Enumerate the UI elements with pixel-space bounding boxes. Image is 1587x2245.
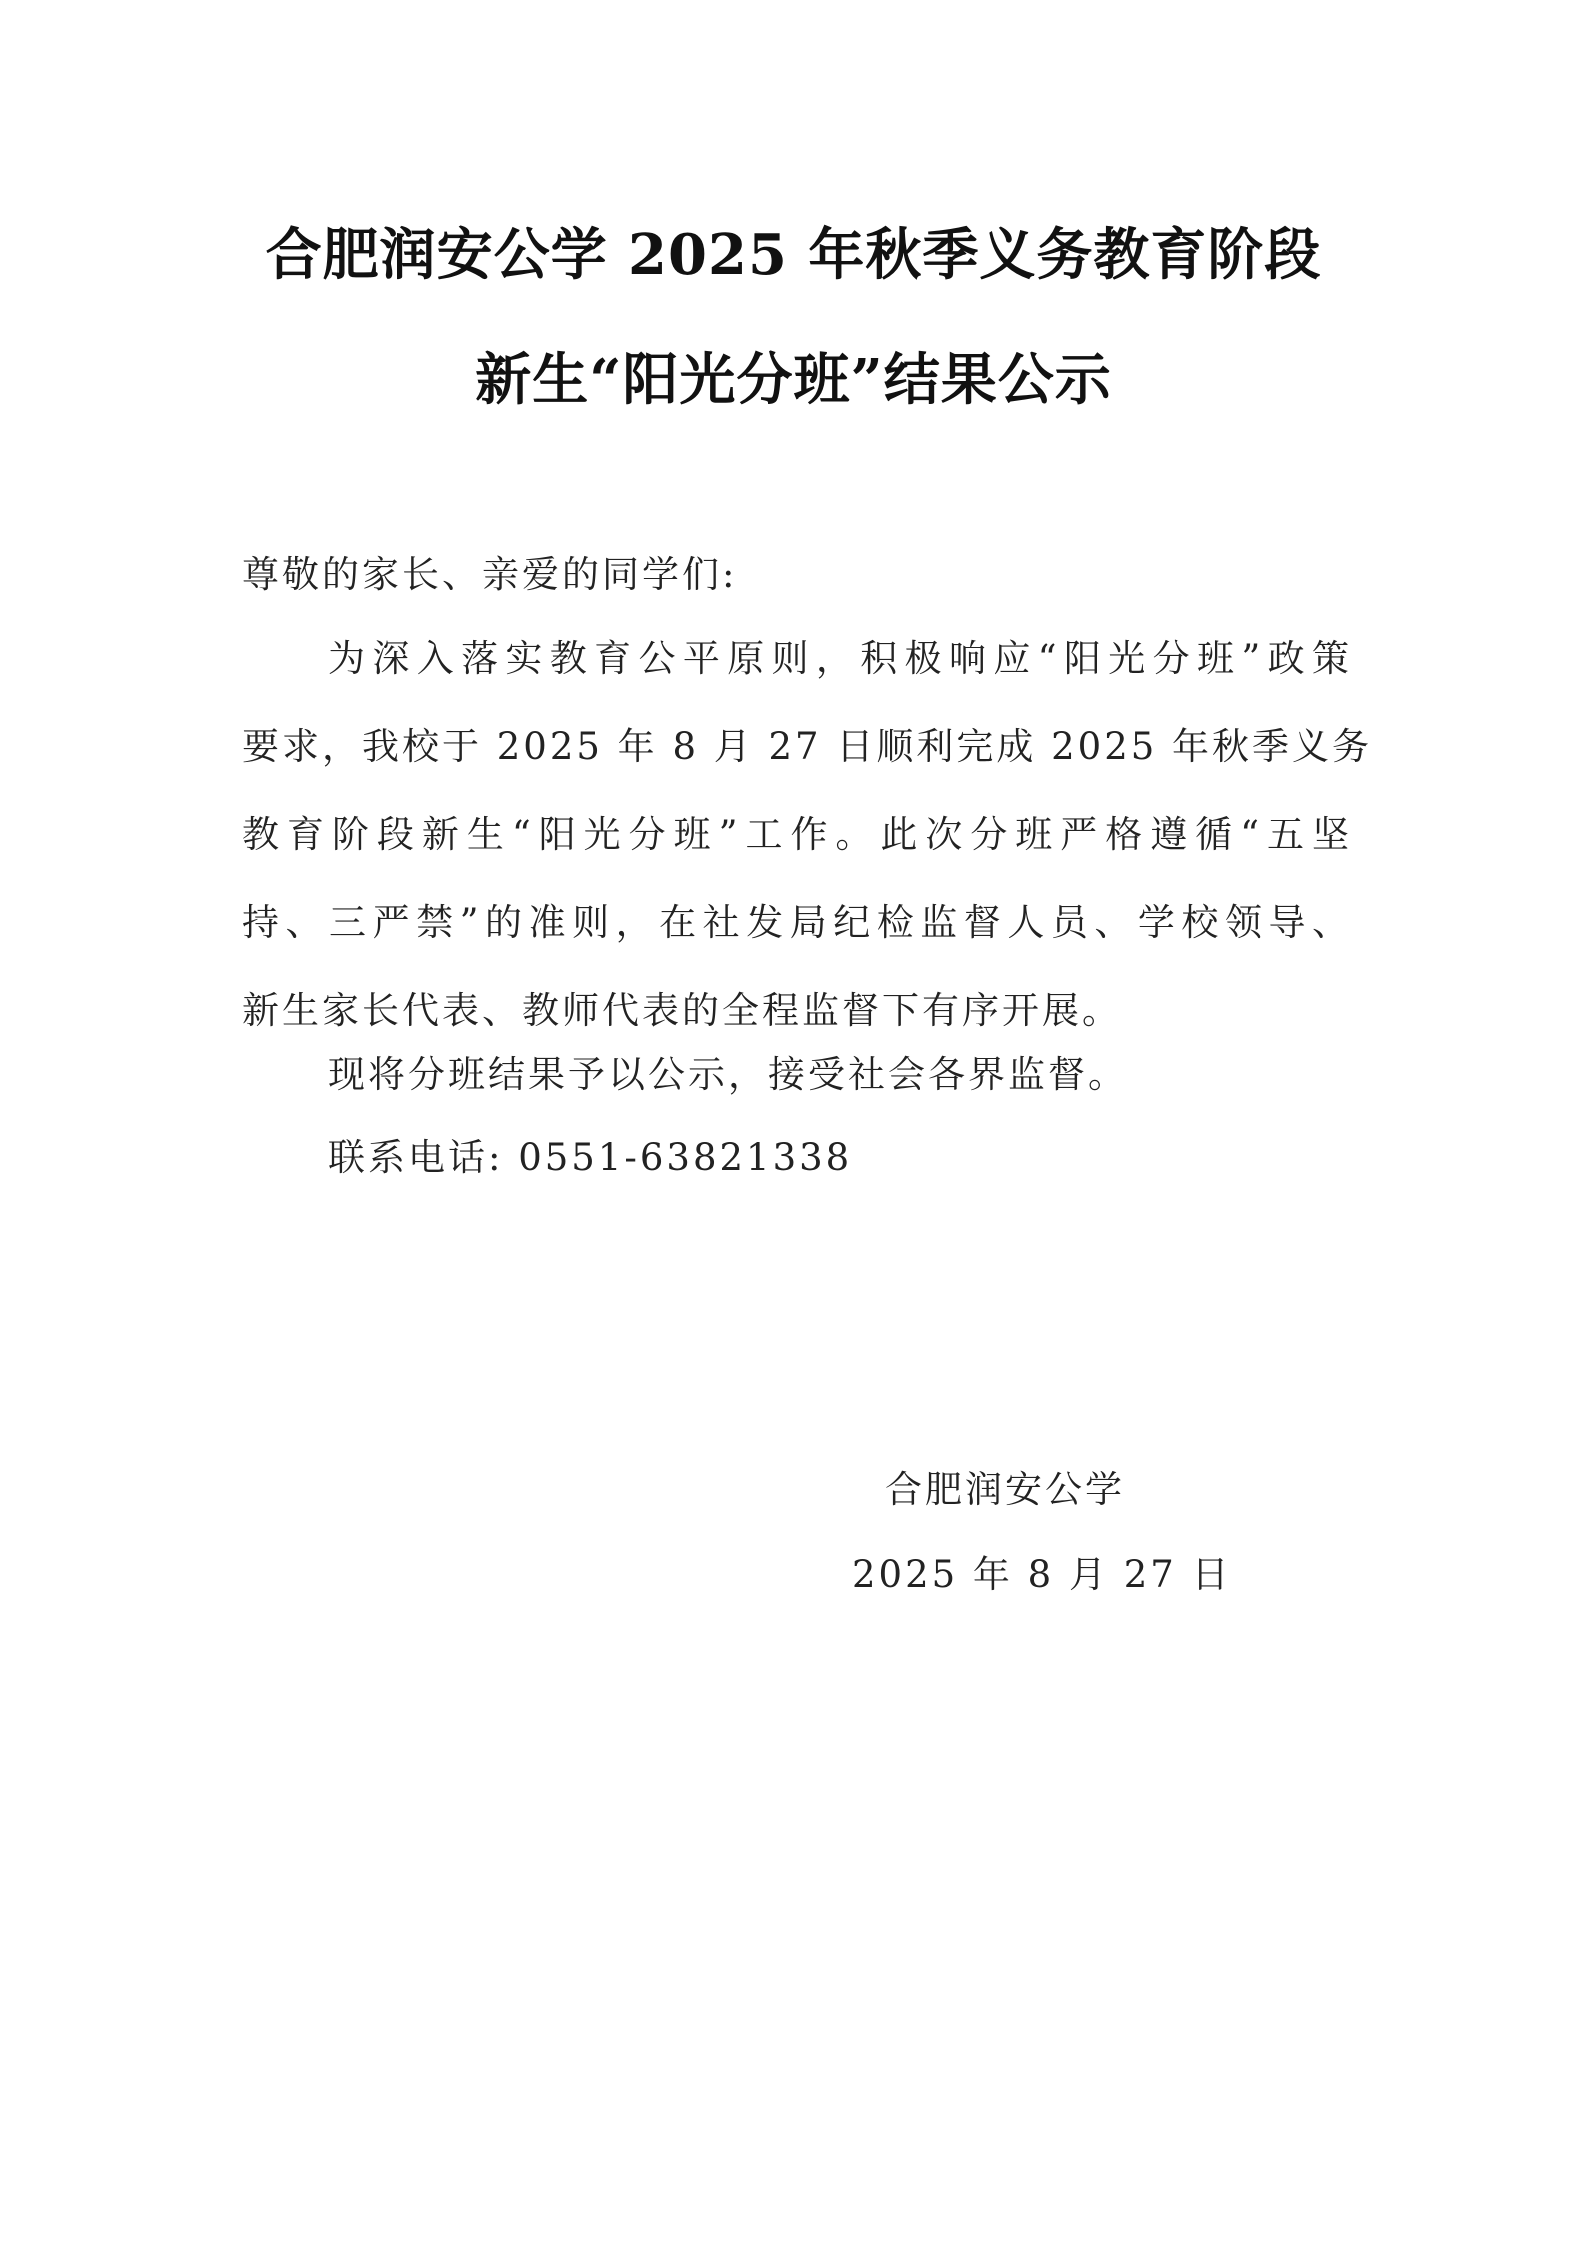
document-title-line-2: 新生“阳光分班”结果公示 [475, 347, 1112, 413]
paragraph-line: 新生家长代表、教师代表的全程监督下有序开展。 [242, 989, 1122, 1032]
signature-organization: 合肥润安公学 [885, 1468, 1125, 1511]
paragraph-line: 要求，我校于 2025 年 8 月 27 日顺利完成 2025 年秋季义务 [242, 725, 1373, 768]
paragraph-line: 持、三严禁”的准则，在社发局纪检监督人员、学校领导、 [242, 901, 1352, 944]
paragraph-line: 教育阶段新生“阳光分班”工作。此次分班严格遵循“五坚 [242, 813, 1352, 856]
contact-phone: 联系电话: 0551-63821338 [328, 1136, 853, 1179]
signature-date: 2025 年 8 月 27 日 [852, 1553, 1232, 1596]
document-title-line-1: 合肥润安公学 2025 年秋季义务教育阶段 [265, 222, 1322, 288]
salutation: 尊敬的家长、亲爱的同学们: [242, 553, 738, 596]
notice-text: 现将分班结果予以公示，接受社会各界监督。 [328, 1053, 1128, 1096]
body-paragraph [242, 615, 1373, 1055]
paragraph-line: 为深入落实教育公平原则，积极响应“阳光分班”政策 [328, 637, 1352, 680]
